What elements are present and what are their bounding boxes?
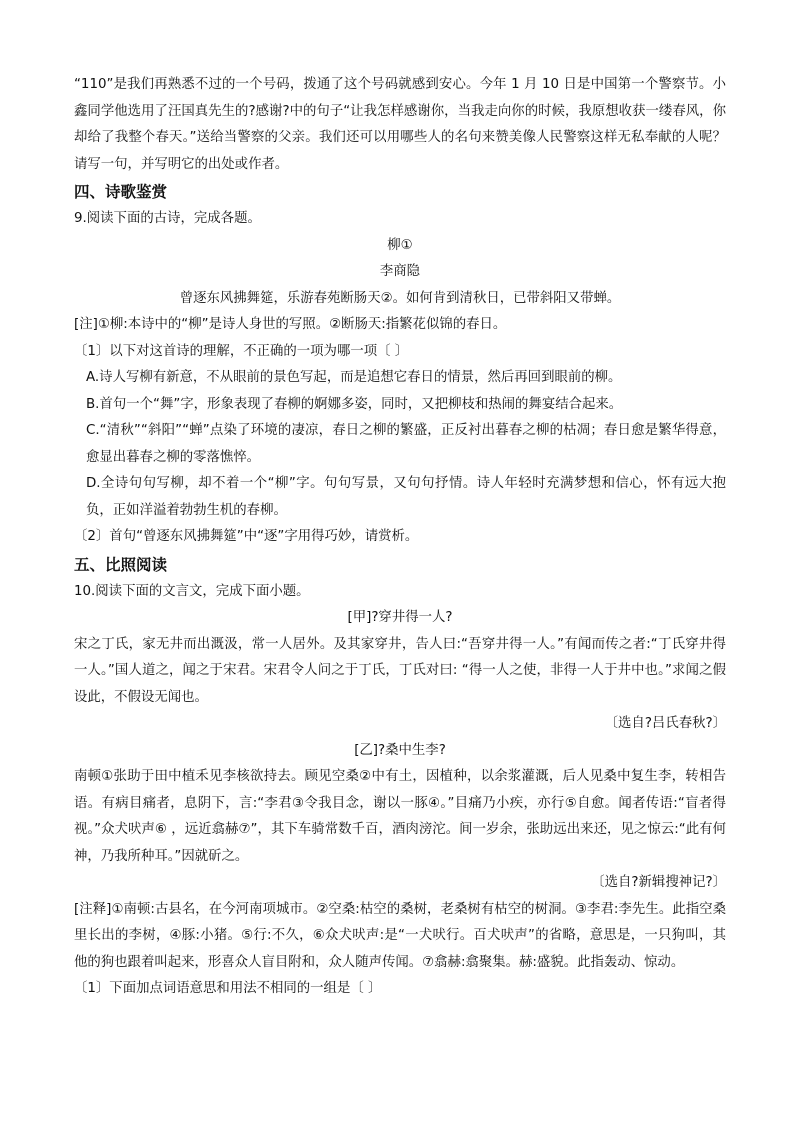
section5-heading: 五、比照阅读 xyxy=(74,555,168,574)
option-a: A.诗人写柳有新意，不从眼前的景色写起，而是追想它春日的情景，然后再回到眼前的柳。 xyxy=(86,370,622,385)
passage-yi-title: [乙]?桑中生李? xyxy=(354,742,446,758)
poem-title: 柳① xyxy=(387,237,413,253)
passage-yi-text: 南顿①张助于田中植禾见李核欲持去。顾见空桑②中有土，因植种，以余浆灌溉，后人见桑中复生李，转相告语。有病目痛者，息阴下，言:“李君③令我目念，谢以一豚④。”目痛乃小疾，亦行⑤自愈。闻者传语:“盲者得视。”众犬吠声⑥ ，远近翕赫⑦”，其下车骑常数千百，酒肉滂沱。间一岁余，张助远出来还，见之惊云:“此有何神，乃我所种耳。”因就斫之。 xyxy=(74,769,726,864)
question-10-prompt: 10.阅读下面的文言文，完成下面小题。 xyxy=(74,583,310,599)
question-9-prompt: 9.阅读下面的古诗，完成各题。 xyxy=(74,211,261,226)
passage-notes: [注释]①南顿:古县名，在今河南项城市。②空桑:枯空的桑树，老桑树有枯空的树洞。③李君:李先生。此指空桑里长出的李树，④豚:小猪。⑤行:不久，⑥众犬吠声:是“一犬吠行。百犬吠声”的省略，意思是，一只狗叫，其他的狗也跟着叫起来，形喜众人盲目附和，众人随声传闻。⑦翕赫:翕聚集。赫:盛貌。此指轰动、惊动。 xyxy=(74,901,726,970)
question-10-sub1: 〔1〕下面加点词语意思和用法不相同的一组是〔 〕 xyxy=(74,981,382,996)
passage-jia-source: 〔选自?吕氏春秋?〕 xyxy=(604,716,726,731)
passage-jia-title: [甲]?穿井得一人? xyxy=(347,610,453,625)
poem-note: [注]①柳:本诗中的“柳”是诗人身世的写照。②断肠天:指繁花似锦的春日。 xyxy=(74,317,507,332)
section3-paragraph: “110”是我们再熟悉不过的一个号码，拨通了这个号码就感到安心。今年 1 月 10 日是中国第一个警察节。小鑫同学他选用了汪国真先生的?感谢?中的句子“让我怎样感谢你，当我走向你的时候，我原想收获一缕春风，你却给了我整个春天。”送给当警察的父亲。我们还可以用哪些人的名句来赞美像人民警察这样无私奉献的人呢？请写一句，并写明它的出处或作者。 xyxy=(74,77,726,172)
option-d: D.全诗句句写柳，却不着一个“柳”字。句句写景，又句句抒情。诗人年轻时充满梦想和信心，怀有远大抱负，正如洋溢着勃勃生机的春柳。 xyxy=(86,476,726,518)
poem-author: 李商隐 xyxy=(379,264,421,279)
question-9-sub1: 〔1〕以下对这首诗的理解，不正确的一项为哪一项〔 〕 xyxy=(74,343,409,359)
section4-heading: 四、诗歌鉴赏 xyxy=(74,183,168,201)
document-page xyxy=(74,72,726,1003)
poem-text: 曾逐东风拂舞筵，乐游春苑断肠天②。如何肯到清秋日，已带斜阳又带蝉。 xyxy=(179,290,621,306)
passage-yi-source: 〔选自?新辑搜神记?〕 xyxy=(591,875,726,890)
question-9-sub2: 〔2〕首句“曾逐东风拂舞筵”中“逐”字用得巧妙，请赏析。 xyxy=(74,529,419,544)
option-b: B.首句一个“舞”字，形象表现了春柳的婀娜多姿，同时，又把柳枝和热闹的舞宴结合起来。 xyxy=(86,396,623,412)
option-c: C.“清秋”“斜阳”“蝉”点染了环境的凄凉，春日之柳的繁盛，正反衬出暮春之柳的枯凋；春日愈是繁华得意，愈显出暮春之柳的零落憔悴。 xyxy=(86,423,726,465)
passage-jia-text: 宋之丁氏，家无井而出溉汲，常一人居外。及其家穿井，告人曰:“吾穿井得一人。”有闻而传之者:“丁氏穿井得一人。”国人道之，闻之于宋君。宋君令人问之于丁氏，丁氏对曰: “得一人之使，非得一人于井中也。”求闻之假设此，不假设无闻也。 xyxy=(74,636,726,705)
